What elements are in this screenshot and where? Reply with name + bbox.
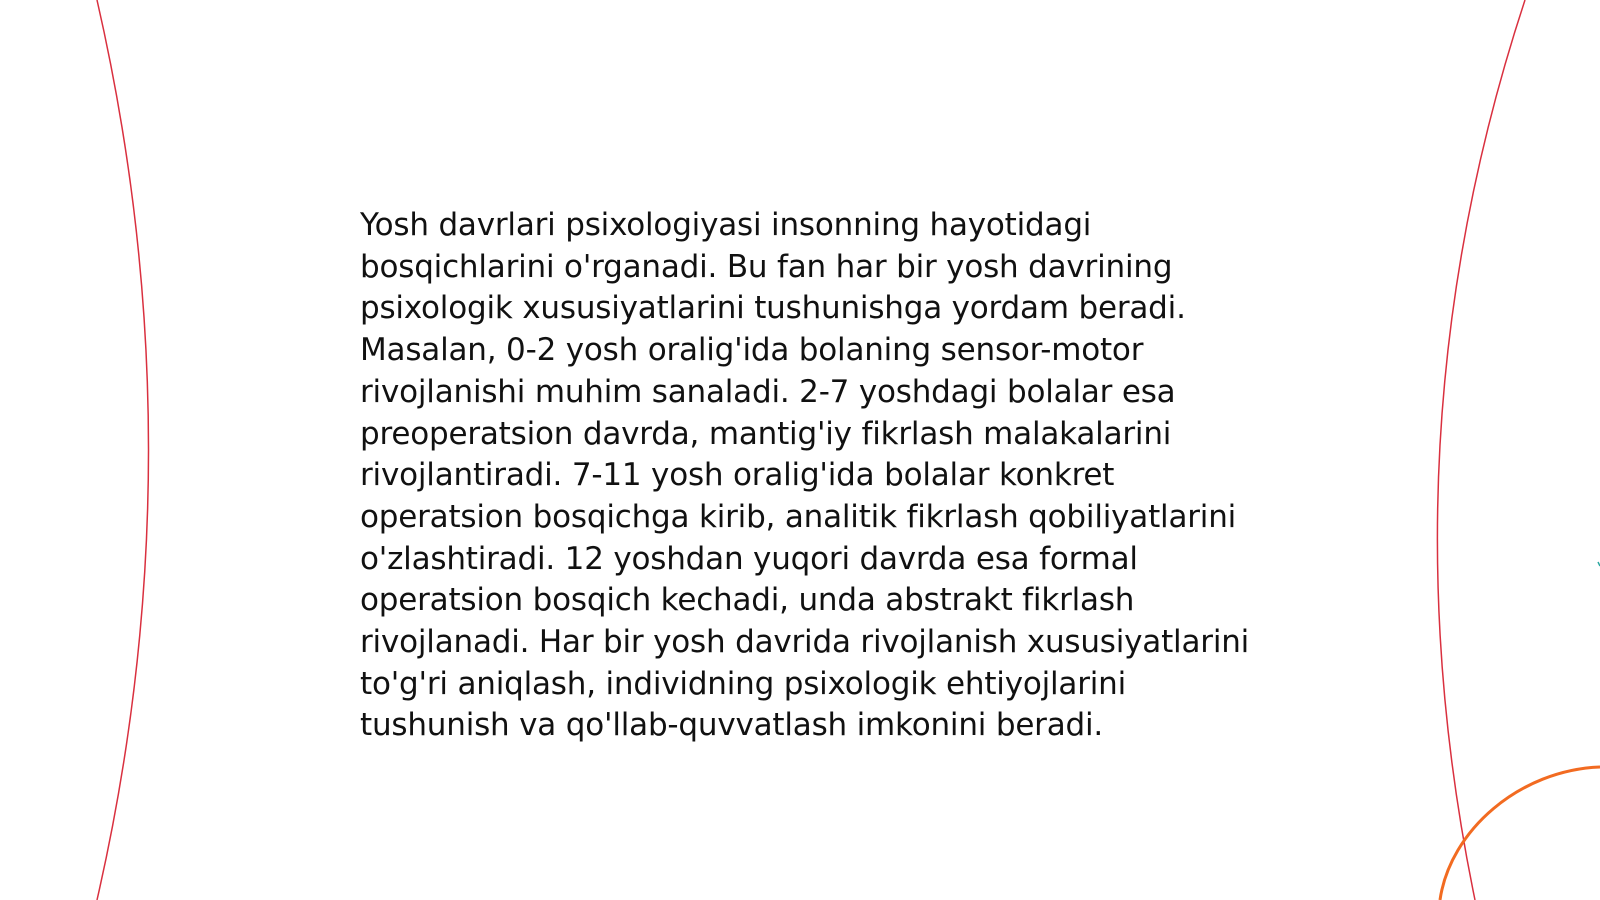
left-curve-line [97,0,149,900]
right-curve-line [1437,0,1525,900]
orange-arc [1440,767,1600,900]
body-paragraph: Yosh davrlari psixologiyasi insonning hayotidagi bosqichlarini o'rganadi. Bu fan har bir yosh davrining psixologik xususiyatlarini tushunishga yordam beradi. Masalan, 0-2 yosh oralig'ida bolaning sensor-motor rivojlanishi muhim sanaladi. 2-7 yoshdagi bolalar esa preoperatsion davrda, mantig'iy fikrlash malakalarini rivojlantiradi. 7-11 yosh oralig'ida bolalar konkret operatsion bosqichga kirib, analitik fikrlash qobiliyatlarini o'zlashtiradi. 12 yoshdan yuqori davrda esa formal operatsion bosqich kechadi, unda abstrakt fikrlash rivojlanadi. Har bir yosh davrida rivojlanish xususiyatlarini to'g'ri aniqlash, individning psixologik ehtiyojlarini tushunish va qo'llab-quvvatlash imkonini beradi. [360,207,1250,744]
